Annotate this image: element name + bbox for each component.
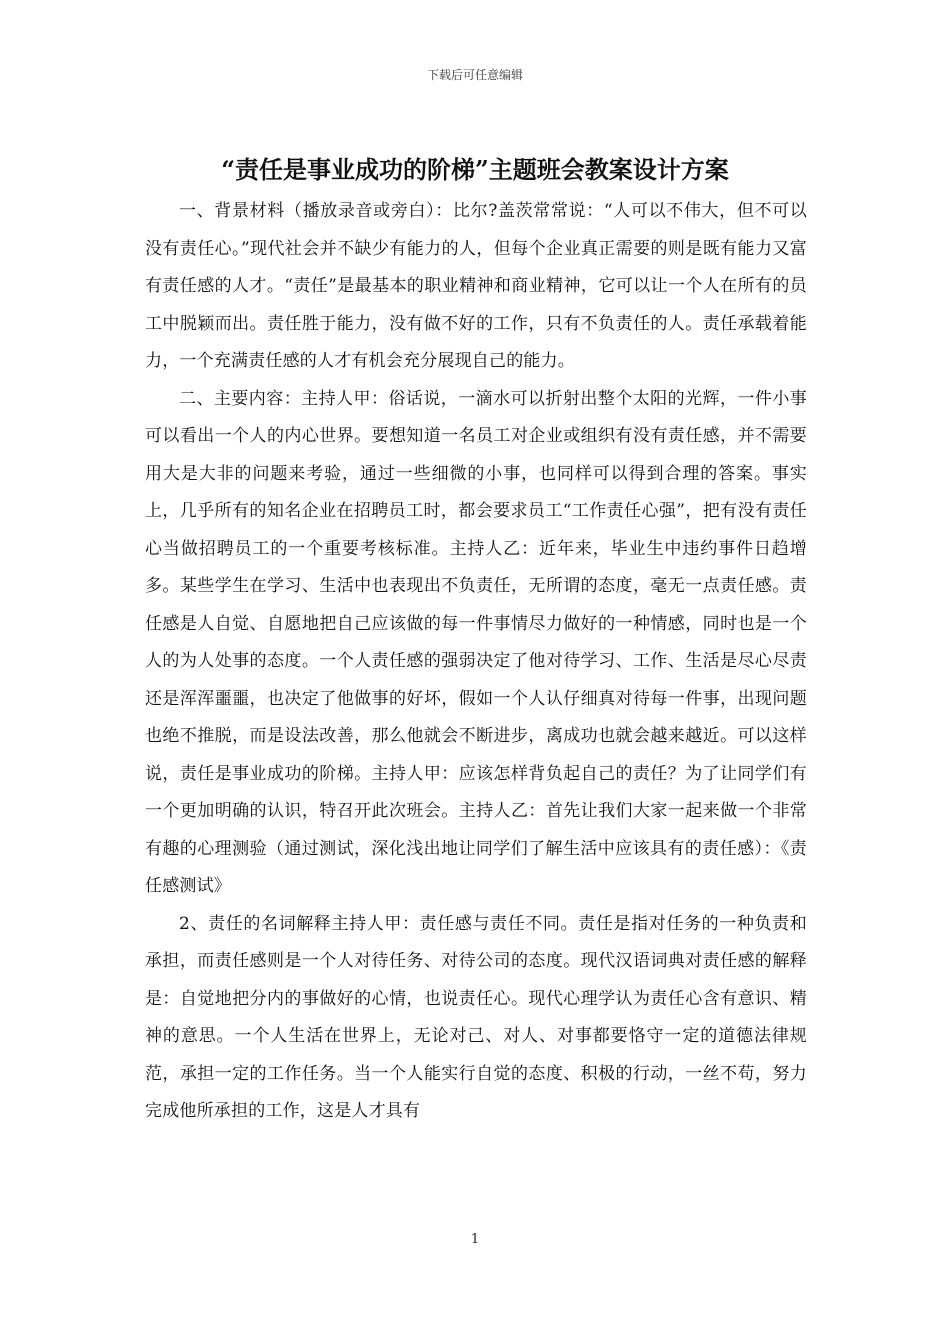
page-header-note: 下载后可任意编辑	[426, 68, 523, 82]
document-title: “责任是事业成功的阶梯”主题班会教案设计方案	[221, 155, 729, 184]
paragraph-background: 一、背景材料（播放录音或旁白）：比尔?盖茨常常说：“人可以不伟大，但不可以没有责任心。”现代社会并不缺少有能力的人，但每个企业真正需要的则是既有能力又富有责任感的人才。“责任”是最基本的职业精神和商业精神，它可以让一个人在所有的员工中脱颖而出。责任胜于能力，没有做不好的工作，只有不负责任的人。责任承载着能力，一个充满责任感的人才有机会充分展现自己的能力。	[145, 201, 807, 371]
document-body	[145, 193, 807, 1131]
page-number: 1	[470, 1232, 480, 1247]
paragraph-main-content: 二、主要内容：主持人甲：俗话说，一滴水可以折射出整个太阳的光辉，一件小事可以看出一个人的内心世界。要想知道一名员工对企业或组织有没有责任感，并不需要用大是大非的问题来考验，通过一些细微的小事，也同样可以得到合理的答案。事实上，几乎所有的知名企业在招聘员工时，都会要求员工“工作责任心强”，把有没有责任心当做招聘员工的一个重要考核标准。主持人乙：近年来，毕业生中违约事件日趋增多。某些学生在学习、生活中也表现出不负责任，无所谓的态度，毫无一点责任感。责任感是人自觉、自愿地把自己应该做的每一件事情尽力做好的一种情感，同时也是一个人的为人处事的态度。一个人责任感的强弱决定了他对待学习、工作、生活是尽心尽责还是浑浑噩噩，也决定了他做事的好坏，假如一个人认仔细真对待每一件事，出现问题也绝不推脱，而是设法改善，那么他就会不断进步，离成功也就会越来越近。可以这样说，责任是事业成功的阶梯。主持人甲：应该怎样背负起自己的责任？为了让同学们有一个更加明确的认识，特召开此次班会。主持人乙：首先让我们大家一起来做一个非常有趣的心理测验（通过测试，深化浅出地让同学们了解生活中应该具有的责任感）：《责任感测试》	[145, 388, 807, 896]
paragraph-definition: 2、责任的名词解释主持人甲：责任感与责任不同。责任是指对任务的一种负责和承担，而责任感则是一个人对待任务、对待公司的态度。现代汉语词典对责任感的解释是：自觉地把分内的事做好的心情，也说责任心。现代心理学认为责任心含有意识、精神的意思。一个人生活在世界上，无论对己、对人、对事都要恪守一定的道德法律规范，承担一定的工作任务。当一个人能实行自觉的态度、积极的行动，一丝不苟，努力完成他所承担的工作，这是人才具有	[145, 913, 807, 1121]
